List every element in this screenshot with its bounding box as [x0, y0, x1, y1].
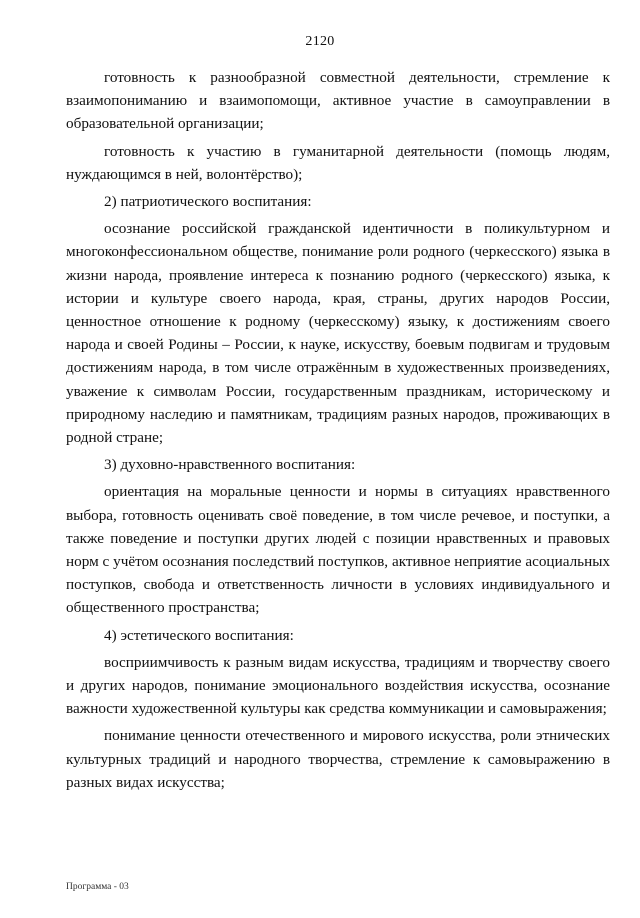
heading-patriotic: 2) патриотического воспитания: [104, 193, 312, 211]
paragraph-cooperation: готовность к разнообразной совместной деятельности, стремление к взаимопониманию и взаимопомощи, активное участие в самоуправлении в образовательной организации; [66, 69, 610, 133]
paragraph-aesthetic-receptivity: восприимчивость к разным видам искусства, традициям и творчеству своего и других народов, понимание эмоционального воздействия искусства, осознание важности художественной культуры как средства коммуникации и самовыражения; [66, 653, 610, 718]
document-body [66, 66, 610, 798]
footer-program-code: Программа - 03 [66, 882, 129, 892]
paragraph-spiritual-moral: ориентация на моральные ценности и нормы в ситуациях нравственного выбора, готовность оценивать своё поведение, в том числе речевое, и поступки, а также поведение и поступки других людей с позиции нравственных и правовых норм с учётом осознания последствий поступков, активное неприятие асоциальных поступков, свобода и ответственность личности в условиях индивидуального и общественного пространства; [66, 483, 610, 617]
heading-spiritual-moral: 3) духовно-нравственного воспитания: [104, 456, 356, 474]
paragraph-patriotic: осознание российской гражданской идентичности в поликультурном и многоконфессиональном обществе, понимание роли родного (черкесского) языка в жизни народа, проявление интереса к познанию родного (черкесского) языка, к истории и культуре своего народа, края, страны, других народов России, ценностное отношение к родному (черкесскому) языку, к достижениям своего народа и своей Родины – России, к науке, искусству, боевым подвигам и трудовым достижениям народа, в том числе отражённым в художественных произведениях, уважение к символам России, государственным праздникам, историческому и природному наследию и памятникам, традициям разных народов, проживающих в родной стране; [66, 220, 610, 447]
paragraph-volunteering: готовность к участию в гуманитарной деятельности (помощь людям, нуждающимся в ней, волонтёрство); [66, 142, 610, 183]
page-number: 2120 [305, 34, 335, 49]
heading-aesthetic: 4) эстетического воспитания: [104, 626, 294, 644]
paragraph-aesthetic-values: понимание ценности отечественного и мирового искусства, роли этнических культурных традиций и народного творчества, стремление к самовыражению в разных видах искусства; [66, 727, 610, 791]
